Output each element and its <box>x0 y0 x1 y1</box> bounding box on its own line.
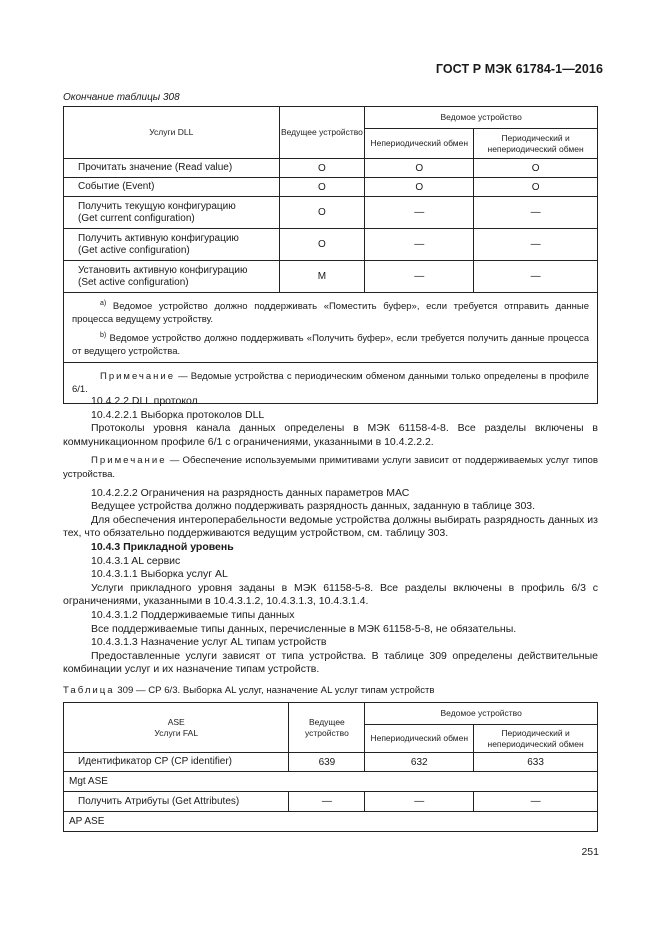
footnote-b-mark: b) <box>100 332 107 340</box>
note-text: — Ведомые устройства с периодическим обменом данными только определены в профиле 6/1. <box>72 371 589 396</box>
paragraph: Протоколы уровня канала данных определены в МЭК 61158-4-8. Все разделы включены в коммуникационном профиле 6/1 с ограничениями, указанными в 10.4.2.2.2. <box>63 422 598 448</box>
service-line: (Get active configuration) <box>78 244 190 256</box>
table-row <box>64 229 598 261</box>
table-row <box>64 159 598 178</box>
footnote-a <box>72 297 589 326</box>
cell-master: О <box>279 159 365 178</box>
cell-master: — <box>289 792 365 812</box>
section-row <box>64 812 598 832</box>
service-line: (Get current configuration) <box>78 212 195 224</box>
note-text: — Обеспечение используемыми примитивами услуги зависит от поддерживаемых услуг типов устройства. <box>63 455 598 480</box>
document-header: ГОСТ Р МЭК 61784-1—2016 <box>435 62 603 76</box>
caption-text: 309 — СР 6/3. Выборка AL услуг, назначение AL услуг типам устройств <box>114 685 435 696</box>
cell-master: О <box>279 178 365 197</box>
section-heading: 10.4.2.2.1 Выборка протоколов DLL <box>91 408 265 421</box>
cell-periodic: — <box>474 261 598 293</box>
cell-periodic: — <box>474 197 598 229</box>
header-master: Ведущее устройство <box>289 703 365 753</box>
section-heading: 10.4.3.1.3 Назначение услуг AL типам устройств <box>91 636 327 649</box>
header-periodic: Периодический и непериодический обмен <box>474 725 598 753</box>
service-name <box>64 229 280 261</box>
service-line: Получить текущую конфигурацию <box>78 200 236 212</box>
section-label: AP ASE <box>64 812 598 832</box>
header-fal-line: Услуги FAL <box>154 727 199 738</box>
table-row <box>64 792 598 812</box>
footnote-a-text: Ведомое устройство должно поддерживать «Поместить буфер», если требуется отправить данные процесса ведущему устройству. <box>72 301 589 326</box>
service-name <box>64 197 280 229</box>
footnote-b-text: Ведомое устройство должно поддерживать «Получить буфер», если требуется получить данные процесса от ведущего устройства. <box>72 333 589 358</box>
footnotes-cell <box>64 293 598 363</box>
cell-master: О <box>279 229 365 261</box>
note-label: Примечание <box>100 371 175 383</box>
table308-caption: Окончание таблицы 308 <box>63 92 180 103</box>
cell-master: О <box>279 197 365 229</box>
service-name: Получить Атрибуты (Get Attributes) <box>64 792 289 812</box>
footnote-b <box>72 329 589 358</box>
section-heading: 10.4.2.2.2 Ограничения на разрядность данных параметров МАС <box>91 486 410 499</box>
caption-label: Таблица <box>63 685 115 696</box>
section-label: Mgt ASE <box>64 772 598 792</box>
service-name <box>64 261 280 293</box>
cell-nonperiodic: О <box>365 178 474 197</box>
service-line: (Set active configuration) <box>78 276 189 288</box>
service-name <box>64 159 280 178</box>
paragraph: Для обеспечения интероперабельности ведомые устройства должны выбирать разрядность данных из тех, что обязательно поддерживаются ведущим устройством, см. таблицу 303. <box>63 513 598 540</box>
service-line: Прочитать значение (Read value) <box>78 162 233 173</box>
cell-periodic: О <box>474 178 598 197</box>
table309-caption <box>63 685 435 696</box>
section-heading: 10.4.3.1 AL сервис <box>91 554 181 567</box>
cell-nonperiodic: — <box>365 229 474 261</box>
header-ase-line: ASE <box>167 716 185 727</box>
cell-nonperiodic: 632 <box>365 753 474 772</box>
footnotes-row <box>64 293 598 363</box>
paragraph: Все поддерживаемые типы данных, перечисленные в МЭК 61158-5-8, не обязательны. <box>91 622 517 635</box>
footnote-a-mark: а) <box>100 300 107 307</box>
header-dll-services: Услуги DLL <box>64 107 280 159</box>
section-heading: 10.4.3.1.1 Выборка услуг AL <box>91 568 228 581</box>
page-number: 251 <box>581 846 599 858</box>
cell-nonperiodic: О <box>365 159 474 178</box>
service-line: Установить активную конфигурацию <box>78 264 248 276</box>
cell-nonperiodic: — <box>365 197 474 229</box>
section-heading: 10.4.3 Прикладной уровень <box>91 540 234 553</box>
table-row <box>64 197 598 229</box>
section-heading: 10.4.2.2 DLL протокол <box>91 395 198 407</box>
header-slave: Ведомое устройство <box>365 703 598 725</box>
section-row <box>64 772 598 792</box>
header-slave: Ведомое устройство <box>365 107 598 129</box>
body-note <box>63 454 598 481</box>
cell-master: М <box>279 261 365 293</box>
header-ase <box>64 703 289 753</box>
table-308-end <box>63 106 598 404</box>
table-row <box>64 178 598 197</box>
cell-nonperiodic: — <box>365 792 474 812</box>
cell-periodic: 633 <box>474 753 598 772</box>
paragraph: Предоставленные услуги зависят от типа устройства. В таблице 309 определены действительные комбинации услуг и их назначение типам устройств. <box>63 649 598 676</box>
body-text <box>63 395 598 677</box>
service-line: Получить активную конфигурацию <box>78 232 239 244</box>
paragraph: Ведущее устройства должно поддерживать разрядность данных, заданную в таблице 303. <box>91 500 536 513</box>
cell-nonperiodic: — <box>365 261 474 293</box>
table-row <box>64 261 598 293</box>
cell-periodic: — <box>474 792 598 812</box>
header-nonperiodic: Непериодический обмен <box>365 725 474 753</box>
cell-periodic: — <box>474 229 598 261</box>
table-309 <box>63 702 598 832</box>
cell-master: 639 <box>289 753 365 772</box>
table-row <box>64 753 598 772</box>
header-nonperiodic: Непериодический обмен <box>365 129 474 159</box>
service-name <box>64 178 280 197</box>
service-line: Событие (Event) <box>78 181 155 192</box>
section-heading: 10.4.3.1.2 Поддерживаемые типы данных <box>91 608 295 621</box>
header-master: Ведущее устройство <box>279 107 365 159</box>
cell-periodic: О <box>474 159 598 178</box>
service-name: Идентификатор СР (CP identifier) <box>64 753 289 772</box>
note-label: Примечание <box>91 455 167 467</box>
paragraph: Услуги прикладного уровня заданы в МЭК 61158-5-8. Все разделы включены в профиль 6/3 с ограничениями, указанными в 10.4.3.1.2, 10.4.3.1.3, 10.4.3.1.4. <box>63 581 598 608</box>
header-periodic: Периодический и непериодический обмен <box>474 129 598 159</box>
